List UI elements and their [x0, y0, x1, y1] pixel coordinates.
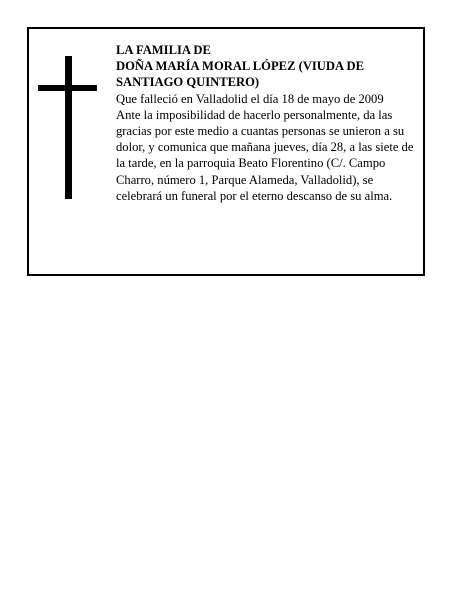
obituary-notice — [27, 27, 425, 276]
notice-message: Ante la imposibilidad de hacerlo personalmente, da las gracias por este medio a cuantas personas se unieron a su dolor, y comunica que mañana jueves, día 28, a las siete de la tarde, en la parroquia Beato Florentino (C/. Campo Charro, número 1, Parque Alameda, Valladolid), se celebrará un funeral por el eterno descanso de su alma. — [116, 107, 414, 203]
deceased-name: DOÑA MARÍA MORAL LÓPEZ (VIUDA DE SANTIAGO QUINTERO) — [116, 59, 365, 90]
death-info: Que falleció en Valladolid el día 18 de mayo de 2009 — [116, 91, 384, 106]
cross-icon-crossbar — [38, 85, 97, 91]
family-heading: LA FAMILIA DE — [116, 43, 211, 57]
notice-text — [116, 42, 416, 204]
cross-icon — [65, 56, 72, 199]
